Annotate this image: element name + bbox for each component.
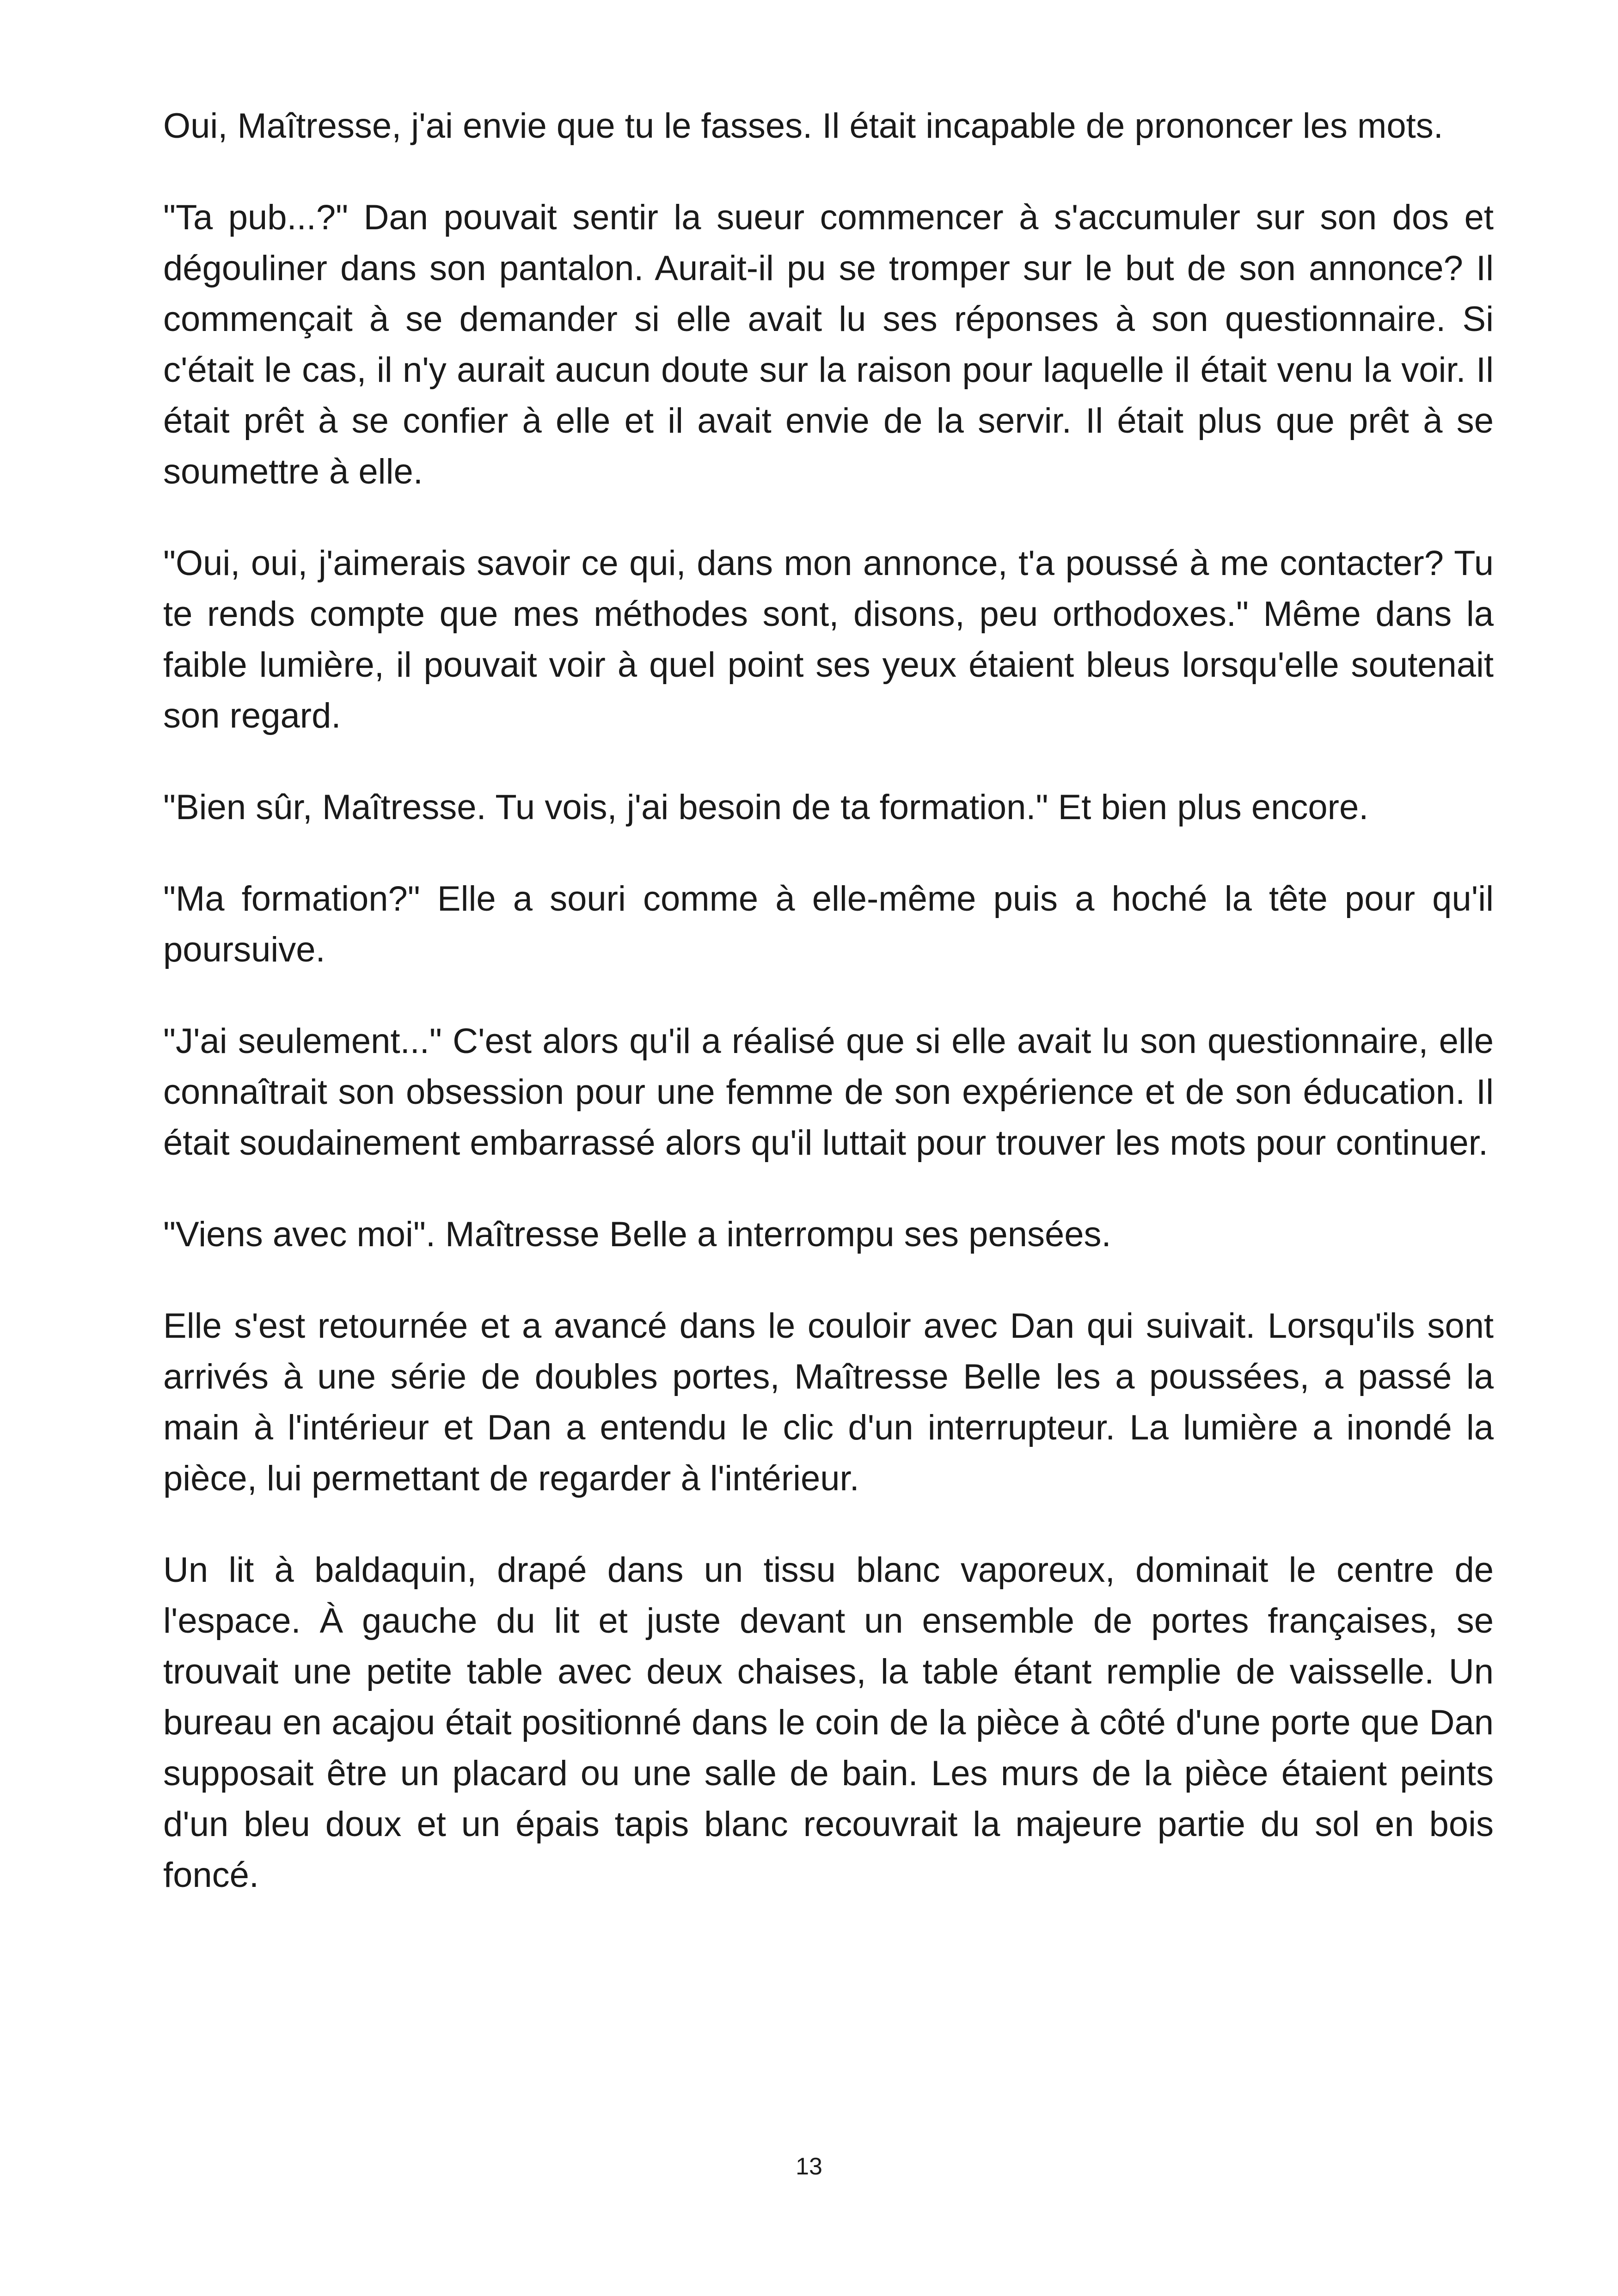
paragraph-5: "Ma formation?" Elle a souri comme à elle-même puis a hoché la tête pour qu'il poursuive. <box>163 879 1494 969</box>
paragraph-7: "Viens avec moi". Maîtresse Belle a interrompu ses pensées. <box>163 1215 1111 1254</box>
paragraph-4: "Bien sûr, Maîtresse. Tu vois, j'ai besoin de ta formation." Et bien plus encore. <box>163 788 1369 827</box>
paragraph-2: "Ta pub...?" Dan pouvait sentir la sueur commencer à s'accumuler sur son dos et dégouliner dans son pantalon. Aurait-il pu se tromper sur le but de son annonce? Il commençait à se demander si elle avait lu ses réponses à son questionnaire. Si c'était le cas, il n'y aurait aucun doute sur la raison pour laquelle il était venu la voir. Il était prêt à se confier à elle et il avait envie de la servir. Il était plus que prêt à se soumettre à elle. <box>163 198 1494 491</box>
paragraph-9: Un lit à baldaquin, drapé dans un tissu blanc vaporeux, dominait le centre de l'espace. À gauche du lit et juste devant un ensemble de portes françaises, se trouvait une petite table avec deux chaises, la table étant remplie de vaisselle. Un bureau en acajou était positionné dans le coin de la pièce à côté d'une porte que Dan supposait être un placard ou une salle de bain. Les murs de la pièce étaient peints d'un bleu doux et un épais tapis blanc recouvrait la majeure partie du sol en bois foncé. <box>163 1550 1494 1895</box>
body-text <box>163 101 1494 1901</box>
paragraph-1: Oui, Maîtresse, j'ai envie que tu le fasses. Il était incapable de prononcer les mots. <box>163 106 1443 146</box>
paragraph-3: "Oui, oui, j'aimerais savoir ce qui, dans mon annonce, t'a poussé à me contacter? Tu te rends compte que mes méthodes sont, disons, peu orthodoxes." Même dans la faible lumière, il pouvait voir à quel point ses yeux étaient bleus lorsqu'elle soutenait son regard. <box>163 544 1494 735</box>
page-number: 13 <box>796 2153 822 2180</box>
paragraph-8: Elle s'est retournée et a avancé dans le couloir avec Dan qui suivait. Lorsqu'ils sont arrivés à une série de doubles portes, Maîtresse Belle les a poussées, a passé la main à l'intérieur et Dan a entendu le clic d'un interrupteur. La lumière a inondé la pièce, lui permettant de regarder à l'intérieur. <box>163 1306 1494 1498</box>
paragraph-6: "J'ai seulement..." C'est alors qu'il a réalisé que si elle avait lu son questionnaire, elle connaîtrait son obsession pour une femme de son expérience et de son éducation. Il était soudainement embarrassé alors qu'il luttait pour trouver les mots pour continuer. <box>163 1022 1494 1163</box>
